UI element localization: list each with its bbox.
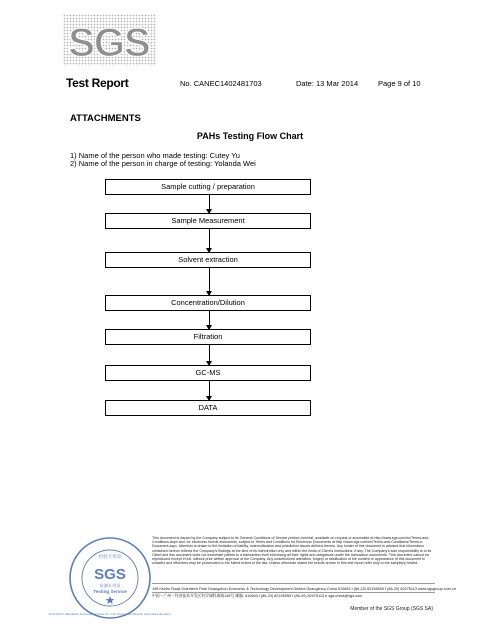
member-note: Member of the SGS Group (SGS SA): [350, 606, 433, 612]
flow-step-filtration: Filtration: [105, 329, 311, 345]
report-number: No. CANEC1402481703: [180, 79, 262, 88]
flow-step-data: DATA: [105, 400, 311, 416]
seal-top-text: 检验专用章: [98, 555, 122, 560]
flow-step-sample-measurement: Sample Measurement: [105, 213, 311, 229]
logo-text: SGS: [68, 21, 150, 65]
footer-divider: [152, 592, 435, 593]
flow-step-solvent-extraction: Solvent extraction: [105, 252, 311, 268]
flow-arrow: [209, 311, 210, 329]
address-english: 198 Kezhu Road,Scientech Park Guangzhou Economic & Technology Development District,Guangzhou,China 510663 t (86-20) 82155555 f (86-20) 82075113 www.sgsgroup.com.cn: [152, 587, 457, 591]
flow-arrow: [209, 268, 210, 295]
flow-step-sample-cutting: Sample cutting / preparation: [105, 179, 311, 195]
report-date: Date: 13 Mar 2014: [296, 79, 359, 88]
flow-step-gc-ms: GC-MS: [105, 365, 311, 381]
flow-arrow: [209, 381, 210, 400]
report-title: Test Report: [66, 76, 129, 90]
flow-arrow: [209, 229, 210, 252]
sgs-logo: [63, 14, 156, 66]
testing-service-seal: [48, 536, 172, 620]
footer-divider: [152, 583, 435, 584]
seal-logo-text: SGS: [94, 566, 126, 583]
flow-step-concentration: Concentration/Dilution: [105, 295, 311, 311]
person-in-charge: 2) Name of the person in charge of testing: Yolanda Wei: [70, 159, 256, 168]
section-heading: ATTACHMENTS: [70, 113, 141, 124]
flow-arrow: [209, 345, 210, 365]
flow-arrow: [209, 195, 210, 213]
legal-disclaimer: This document is issued by the Company subject to its General Conditions of Service printed overleaf, available on request or accessible at http://www.sgs.com/en/Terms-and-Conditions.aspx and, for electronic format documents, subject to Terms and Conditions for Electronic Documents at http://www.sgs.com/en/Terms-and-Conditions/Terms-e-Document.aspx. Attention is drawn to the limitation of liability, indemnification and jurisdiction issues defined therein. Any holder of this document is advised that information contained hereon reflects the Company's findings at the time of its intervention only and within the limits of Client's instructions, if any. The Company's sole responsibility is to its Client and this document does not exonerate parties to a transaction from exercising all their rights and obligations under the transaction documents. This document cannot be reproduced except in full, without prior written approval of the Company. Any unauthorized alteration, forgery or falsification of the content or appearance of this document is unlawful and offenders may be prosecuted to the fullest extent of the law. Unless otherwise stated the results shown in this test report refer only to the sample(s) tested .: [152, 536, 432, 566]
tester-name: 1) Name of the person who made testing: Cutey Yu: [70, 151, 240, 160]
seal-ring-text: SGS-CSTC Standards Technical Services Co., Ltd. Guangzhou Branch Chemical Laboratory: [48, 612, 172, 616]
page-number: Page 9 of 10: [378, 79, 421, 88]
seal-en-text: Testing Service: [93, 589, 127, 594]
flow-chart-title: PAHs Testing Flow Chart: [196, 131, 304, 141]
address-chinese: 中国・广州・经济技术开发区科学城科珠路198号 邮编: 510663 t (86-20) 82155555 f (86-20) 82075113 e sgs.china@sgs.com: [152, 594, 363, 598]
seal-cn-text: 检测专用章: [99, 583, 121, 588]
